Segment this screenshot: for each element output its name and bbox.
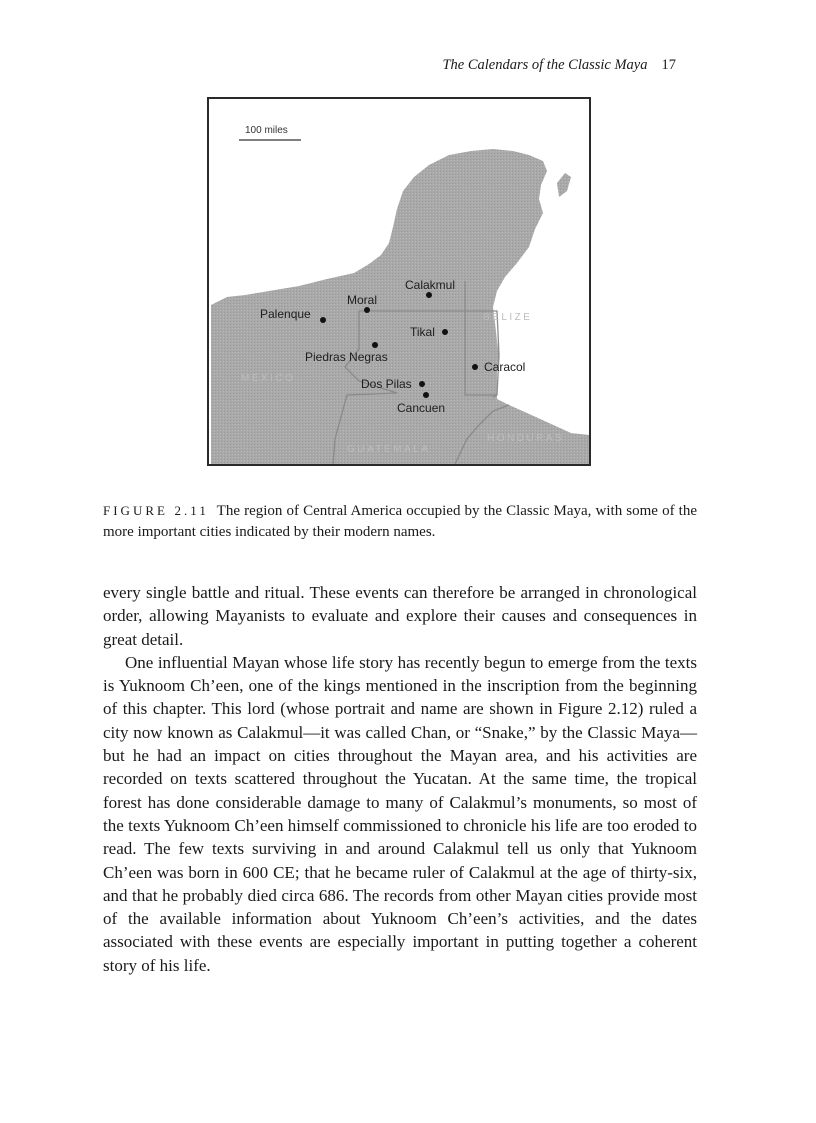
scale-bar: [239, 125, 301, 140]
map-svg: [209, 99, 589, 464]
scale-label: 100 miles: [245, 125, 288, 136]
city-palenque: Palenque: [260, 307, 311, 321]
figure-map: [207, 97, 591, 466]
dot-calakmul: [426, 292, 432, 298]
city-calakmul: Calakmul: [405, 278, 456, 292]
paragraph-2: One influential Mayan whose life story has recently begun to emerge from the texts is Yuknoom Ch’een, one of the kings mentioned in the inscription from the beginning of this chapter. This lord (whose portrait and name are shown in Figure 2.12) ruled a city now known as Calakmul—it was called Chan, or “Snake,” by the Classic Maya—but he had an impact on cities throughout the Mayan area, and his activities are recorded on texts scattered throughout the Yucatan. At the same time, the tropical forest has done considerable damage to many of Calakmul’s monuments, so most of the texts Yuknoom Ch’een himself commissioned to chronicle his life are too eroded to read. The few texts surviving in and around Calakmul tell us only that Yuknoom Ch’een was born in 600 CE; that he became ruler of Calakmul at the age of thirty-six, and that he probably died circa 686. The records from other Mayan cities provide most of the available information about Yuknoom Ch’een’s activities, and the dates associated with these events are especially important in putting together a coherent story of his life.: [103, 652, 697, 975]
body-text: [103, 581, 697, 977]
dot-dos-pilas: [419, 381, 425, 387]
running-head: [103, 57, 676, 74]
country-belize: BELIZE: [483, 312, 533, 323]
dot-palenque: [320, 317, 326, 323]
running-title: The Calendars of the Classic Maya: [442, 57, 648, 73]
figure-caption-text: The region of Central America occupied by the Classic Maya, with some of the more important cities indicated by their modern names.: [103, 503, 697, 540]
cozumel-island: [557, 173, 571, 197]
page-number: 17: [661, 57, 676, 73]
city-dos-pilas: Dos Pilas: [361, 377, 412, 391]
city-piedras-negras: Piedras Negras: [305, 350, 388, 364]
dot-tikal: [442, 329, 448, 335]
dot-moral: [364, 307, 370, 313]
country-mexico: MEXICO: [241, 373, 296, 384]
dot-cancuen: [423, 392, 429, 398]
dot-caracol: [472, 364, 478, 370]
city-cancuen: Cancuen: [397, 401, 446, 415]
country-honduras: HONDURAS: [487, 433, 565, 444]
country-guatemala: GUATEMALA: [347, 444, 431, 455]
city-caracol: Caracol: [484, 360, 526, 374]
city-moral: Moral: [347, 293, 378, 307]
figure-caption: [103, 500, 697, 543]
paragraph-1: every single battle and ritual. These events can therefore be arranged in chronological order, allowing Mayanists to evaluate and explore their causes and consequences in great detail.: [103, 583, 697, 649]
dot-piedras-negras: [372, 342, 378, 348]
figure-label: FIGURE 2.11: [103, 503, 209, 518]
city-tikal: Tikal: [410, 325, 435, 339]
